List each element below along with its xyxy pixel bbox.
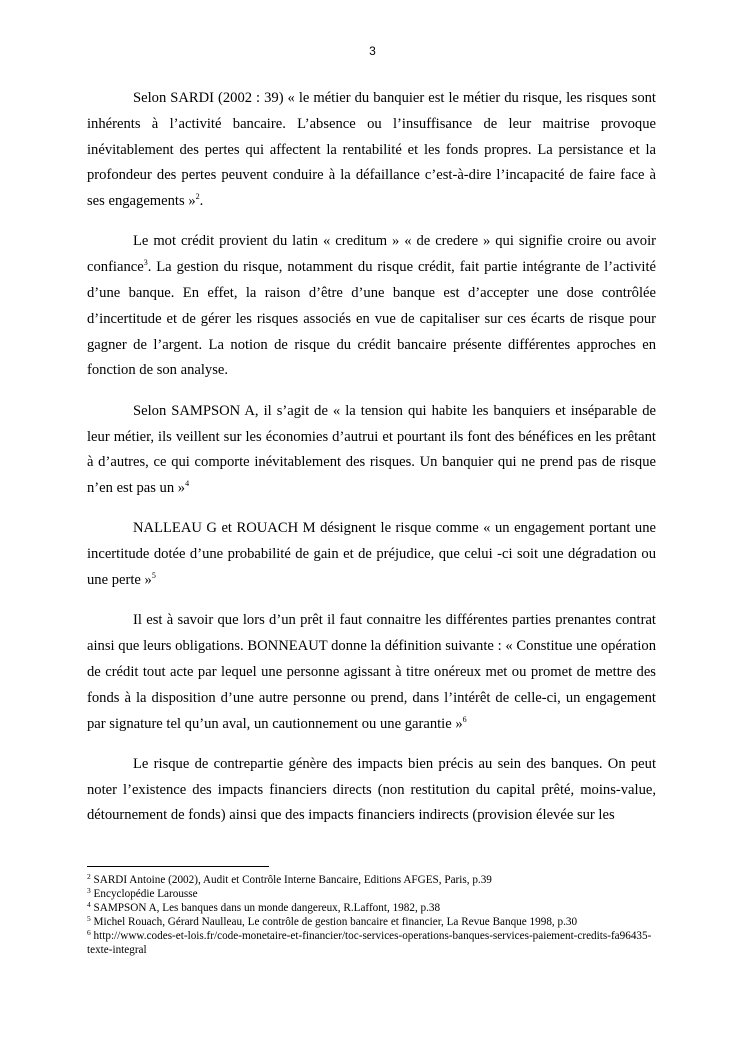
footnote-ref[interactable]: 6	[462, 714, 467, 724]
paragraph-text: Selon SAMPSON A, il s’agit de « la tension qui habite les banquiers et inséparable de leur métier, ils veillent sur les économies d’autrui et pourtant ils font des bénéfices en les prêtant à d’autres, ce qui comporte inévitablement des risques. Un banquier qui ne prend pas de risque n’en est pas un »	[87, 402, 656, 497]
footnote-number: 2	[87, 872, 91, 881]
footnote-number: 5	[87, 914, 91, 923]
footnotes	[87, 873, 656, 957]
paragraph-text: Le risque de contrepartie génère des impacts bien précis au sein des banques. On peut noter l’existence des impacts financiers directs (non restitution du capital prêté, moins-value, détournement de fonds) ainsi que des impacts financiers indirects (provision élevée sur les	[87, 755, 656, 824]
paragraph-text-after: . La gestion du risque, notamment du risque crédit, fait partie intégrante de l’activité d’une banque. En effet, la raison d’être d’une banque est d’accepter une dose contrôlée d’incertitude et de gérer les risques associés en vue de capitaliser sur ces écarts de risque pour gagner de l’argent. La notion de risque du crédit bancaire présente différentes approches en fonction de son analyse.	[87, 259, 656, 379]
footnote-item	[87, 915, 656, 929]
footnote-number: 4	[87, 900, 91, 909]
paragraph-text: Il est à savoir que lors d’un prêt il faut connaitre les différentes parties prenantes contrat ainsi que leurs obligations. BONNEAUT donne la définition suivante : « Constitue une opération de crédit tout acte par lequel une personne agissant à titre onéreux met ou promet de mettre des fonds à la disposition d’une autre personne ou prend, dans l’intérêt de celle-ci, un engagement par signature tel qu’un aval, un cautionnement ou une garantie »	[87, 612, 656, 732]
paragraph-counterparty-risk	[87, 752, 656, 829]
page-number: 3	[369, 44, 376, 58]
paragraph-credit-origin	[87, 229, 656, 384]
footnote-ref[interactable]: 3	[143, 258, 148, 268]
footnote-item	[79, 929, 656, 957]
paragraph-sampson	[87, 399, 656, 502]
footnote-text: Encyclopédie Larousse	[93, 888, 198, 900]
footnote-item	[87, 887, 656, 901]
paragraph-text: Le mot crédit provient du latin « creditum » « de credere » qui signifie croire ou avoir confiance	[87, 233, 656, 276]
footnote-ref[interactable]: 5	[151, 571, 156, 581]
footnote-text: Michel Rouach, Gérard Naulleau, Le contrôle de gestion bancaire et financier, La Revue Banque 1998, p.30	[93, 916, 578, 928]
paragraph-bonneaut	[87, 608, 656, 737]
paragraph-text-after: .	[199, 193, 204, 210]
footnote-number: 3	[87, 886, 91, 895]
footnote-ref[interactable]: 4	[185, 479, 190, 489]
paragraph-nalleau-rouach	[87, 516, 656, 593]
footnote-separator	[87, 866, 269, 867]
paragraph-text: Selon SARDI (2002 : 39) « le métier du banquier est le métier du risque, les risques sont inhérents à l’activité bancaire. L’absence ou l’insuffisance de leur maitrise provoque inévitablement des pertes qui affectent la rentabilité et les fonds propres. La persistance et la profondeur des pertes peuvent conduire à la défaillance c’est-à-dire l’incapacité de faire face à ses engagements »	[87, 90, 656, 210]
footnote-text: SARDI Antoine (2002), Audit et Contrôle Interne Bancaire, Editions AFGES, Paris, p.39	[93, 874, 492, 886]
body-text	[87, 86, 656, 844]
footnote-item	[87, 873, 656, 887]
paragraph-text: NALLEAU G et ROUACH M désignent le risque comme « un engagement portant une incertitude dotée d’une probabilité de gain et de préjudice, que celui -ci soit une dégradation ou une perte »	[87, 520, 656, 589]
paragraph-sardi	[87, 86, 656, 215]
footnote-link[interactable]: http://www.codes-et-lois.fr/code-monetaire-et-financier/toc-services-operations-banques-services-paiement-credits-fa96435-texte-integral	[87, 930, 652, 956]
footnote-item	[87, 901, 656, 915]
footnote-ref[interactable]: 2	[195, 192, 200, 202]
footnote-text: SAMPSON A, Les banques dans un monde dangereux, R.Laffont, 1982, p.38	[93, 902, 441, 914]
footnote-number: 6	[87, 928, 91, 937]
